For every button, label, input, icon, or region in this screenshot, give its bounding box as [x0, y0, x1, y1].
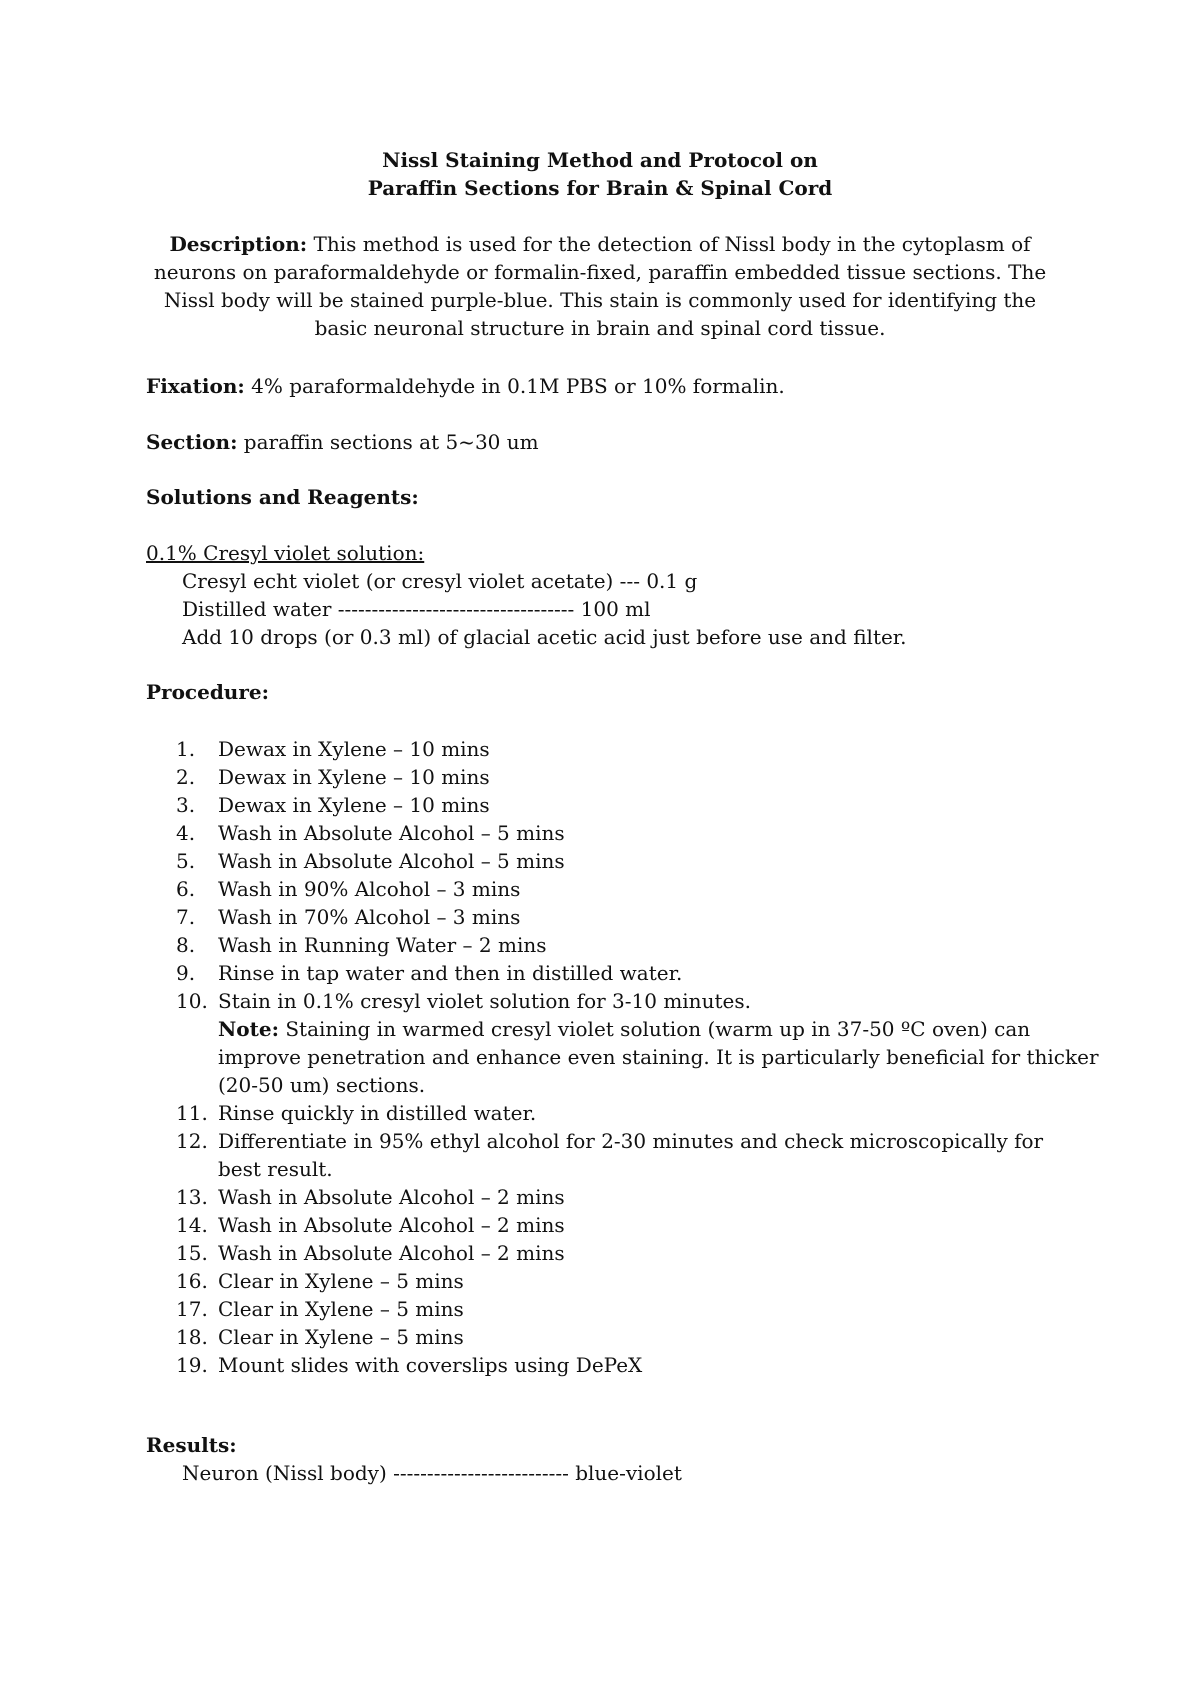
list-item — [0, 1127, 1200, 1155]
document-title — [0, 146, 1200, 202]
list-item — [0, 1211, 1200, 1239]
step-continuation — [0, 1155, 1200, 1183]
list-item — [0, 1351, 1200, 1379]
list-item — [0, 1295, 1200, 1323]
step-text: Wash in Absolute Alcohol – 5 mins — [218, 821, 565, 845]
list-item — [0, 875, 1200, 903]
list-item — [0, 987, 1200, 1015]
step-number: 11. — [176, 1101, 208, 1125]
results-line: Neuron (Nissl body) -------------------------- blue-violet — [182, 1461, 682, 1485]
step-text: Wash in Absolute Alcohol – 5 mins — [218, 849, 565, 873]
step-text: Clear in Xylene – 5 mins — [218, 1269, 464, 1293]
list-item — [0, 819, 1200, 847]
results-heading: Results: — [146, 1433, 237, 1457]
procedure-heading: Procedure: — [146, 680, 269, 704]
step-text: Rinse quickly in distilled water. — [218, 1101, 537, 1125]
list-item — [0, 847, 1200, 875]
list-item — [0, 1099, 1200, 1127]
step-number: 7. — [176, 905, 196, 929]
step-number: 9. — [176, 961, 196, 985]
list-item — [0, 1267, 1200, 1295]
step-text: Differentiate in 95% ethyl alcohol for 2-30 minutes and check microscopically for — [218, 1129, 1044, 1153]
description-text: This method is used for the detection of Nissl body in the cytoplasm of neurons on paraformaldehyde or formalin-fixed, paraffin embedded tissue sections. The Nissl body will be stained purple-blue. This stain is commonly used for identifying the basic neuronal structure in brain and spinal cord tissue. — [153, 232, 1047, 340]
step-number: 6. — [176, 877, 196, 901]
step-text: Wash in 70% Alcohol – 3 mins — [218, 905, 521, 929]
list-item — [0, 735, 1200, 763]
description-paragraph — [142, 230, 1058, 342]
solution-line: Cresyl echt violet (or cresyl violet acetate) --- 0.1 g — [182, 569, 698, 593]
step-number: 16. — [176, 1269, 208, 1293]
note-text: improve penetration and enhance even staining. It is particularly beneficial for thicker — [218, 1045, 1099, 1069]
section-text: paraffin sections at 5~30 um — [237, 430, 539, 454]
section-line — [146, 428, 539, 456]
step-number: 8. — [176, 933, 196, 957]
step-text: best result. — [218, 1157, 333, 1181]
step-text: Dewax in Xylene – 10 mins — [218, 737, 490, 761]
list-item — [0, 1239, 1200, 1267]
step-text: Wash in 90% Alcohol – 3 mins — [218, 877, 521, 901]
step-text: Rinse in tap water and then in distilled water. — [218, 961, 683, 985]
list-item — [0, 1323, 1200, 1351]
step-number: 13. — [176, 1185, 208, 1209]
step-text: Wash in Absolute Alcohol – 2 mins — [218, 1213, 565, 1237]
list-item — [0, 931, 1200, 959]
step-text: Wash in Absolute Alcohol – 2 mins — [218, 1241, 565, 1265]
step-text: Dewax in Xylene – 10 mins — [218, 793, 490, 817]
fixation-text: 4% paraformaldehyde in 0.1M PBS or 10% formalin. — [244, 374, 785, 398]
note-line — [0, 1043, 1200, 1071]
title-line-2: Paraffin Sections for Brain & Spinal Cord — [367, 176, 833, 200]
note-label: Note: — [218, 1017, 279, 1041]
step-number: 3. — [176, 793, 196, 817]
step-text: Wash in Running Water – 2 mins — [218, 933, 547, 957]
section-label: Section: — [146, 430, 238, 454]
fixation-line — [146, 372, 785, 400]
solution-line: Add 10 drops (or 0.3 ml) of glacial acetic acid just before use and filter. — [182, 625, 907, 649]
note-line — [0, 1015, 1200, 1043]
step-number: 10. — [176, 989, 208, 1013]
step-number: 17. — [176, 1297, 208, 1321]
step-text: Mount slides with coverslips using DePeX — [218, 1353, 643, 1377]
fixation-label: Fixation: — [146, 374, 245, 398]
procedure-list — [0, 735, 1200, 1379]
step-text: Wash in Absolute Alcohol – 2 mins — [218, 1185, 565, 1209]
note-line — [0, 1071, 1200, 1099]
solutions-heading: Solutions and Reagents: — [146, 485, 419, 509]
step-text: Dewax in Xylene – 10 mins — [218, 765, 490, 789]
list-item — [0, 1183, 1200, 1211]
step-number: 15. — [176, 1241, 208, 1265]
note-text: Staining in warmed cresyl violet solution (warm up in 37-50 ºC oven) can — [278, 1017, 1031, 1041]
description-label: Description: — [169, 232, 308, 256]
list-item — [0, 763, 1200, 791]
list-item — [0, 903, 1200, 931]
step-number: 12. — [176, 1129, 208, 1153]
step-text: Stain in 0.1% cresyl violet solution for 3-10 minutes. — [218, 989, 751, 1013]
step-number: 18. — [176, 1325, 208, 1349]
list-item — [0, 959, 1200, 987]
step-number: 4. — [176, 821, 196, 845]
step-text: Clear in Xylene – 5 mins — [218, 1297, 464, 1321]
step-text: Clear in Xylene – 5 mins — [218, 1325, 464, 1349]
step-number: 19. — [176, 1353, 208, 1377]
title-line-1: Nissl Staining Method and Protocol on — [382, 148, 818, 172]
note-text: (20-50 um) sections. — [218, 1073, 426, 1097]
step-number: 5. — [176, 849, 196, 873]
list-item — [0, 791, 1200, 819]
solution-line: Distilled water ----------------------------------- 100 ml — [182, 597, 651, 621]
step-number: 1. — [176, 737, 196, 761]
solution-subheading: 0.1% Cresyl violet solution: — [146, 541, 425, 565]
step-number: 14. — [176, 1213, 208, 1237]
step-number: 2. — [176, 765, 196, 789]
